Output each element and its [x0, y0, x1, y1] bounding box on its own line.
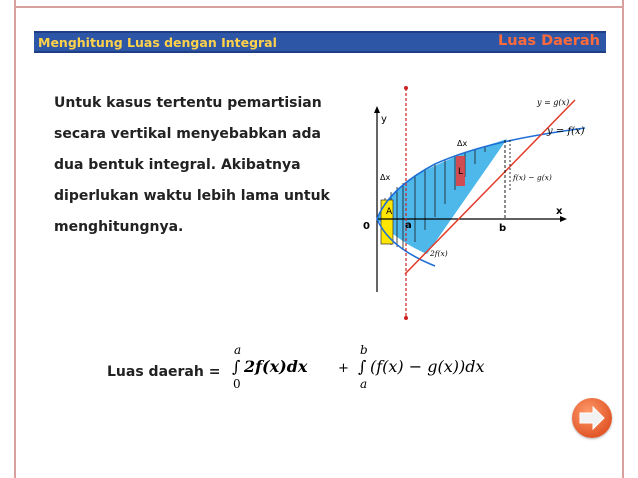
int2-body: (f(x) − g(x))dx: [370, 357, 485, 376]
header-section-title: Luas Daerah: [498, 33, 600, 49]
curve-g-label: y = g(x): [537, 98, 570, 107]
a-label: a: [405, 220, 412, 231]
formula-label: Luas daerah =: [107, 364, 221, 380]
formula-plus: +: [338, 361, 349, 376]
next-slide-button[interactable]: [572, 398, 612, 438]
a-line-top-dot: [404, 86, 408, 90]
area-formula: [228, 342, 528, 392]
strip-A-label: A: [386, 207, 393, 217]
body-line: menghitungnya.: [54, 219, 184, 235]
body-line: dua bentuk integral. Akibatnya: [54, 157, 301, 173]
int2-lower: a: [360, 377, 368, 391]
frame-left-border: [14, 0, 16, 478]
header-bar: [34, 31, 606, 53]
delta-x-label-1: Δx: [380, 173, 391, 182]
curve-f-label: y = f(x): [547, 126, 585, 137]
x-axis-label: x: [556, 206, 563, 217]
body-paragraph: [54, 88, 330, 243]
int2-sign: ∫: [358, 357, 367, 376]
two-f-label: 2f(x): [430, 249, 448, 258]
y-axis-arrow: [374, 106, 380, 113]
frame-top-border: [14, 6, 624, 8]
origin-label: 0: [363, 221, 370, 232]
b-label: b: [499, 223, 507, 234]
int1-body: 2f(x)dx: [244, 357, 308, 376]
header-title: Menghitung Luas dengan Integral: [38, 35, 277, 50]
y-axis-label: y: [381, 114, 387, 125]
arrow-right-icon: [578, 406, 606, 430]
delta-x-label-2: Δx: [457, 139, 468, 148]
int1-lower: 0: [233, 377, 241, 391]
body-line: diperlukan waktu lebih lama untuk: [54, 188, 330, 204]
body-line: Untuk kasus tertentu pemartisian: [54, 95, 322, 111]
int1-sign: ∫: [232, 357, 241, 376]
diff-label: f(x) − g(x): [513, 173, 552, 182]
area-diagram: [335, 80, 635, 330]
body-line: secara vertikal menyebabkan ada: [54, 126, 321, 142]
int2-upper: b: [360, 343, 368, 357]
strip-L-label: L: [458, 167, 464, 177]
a-line-bottom-dot: [404, 316, 408, 320]
int1-upper: a: [234, 343, 242, 357]
